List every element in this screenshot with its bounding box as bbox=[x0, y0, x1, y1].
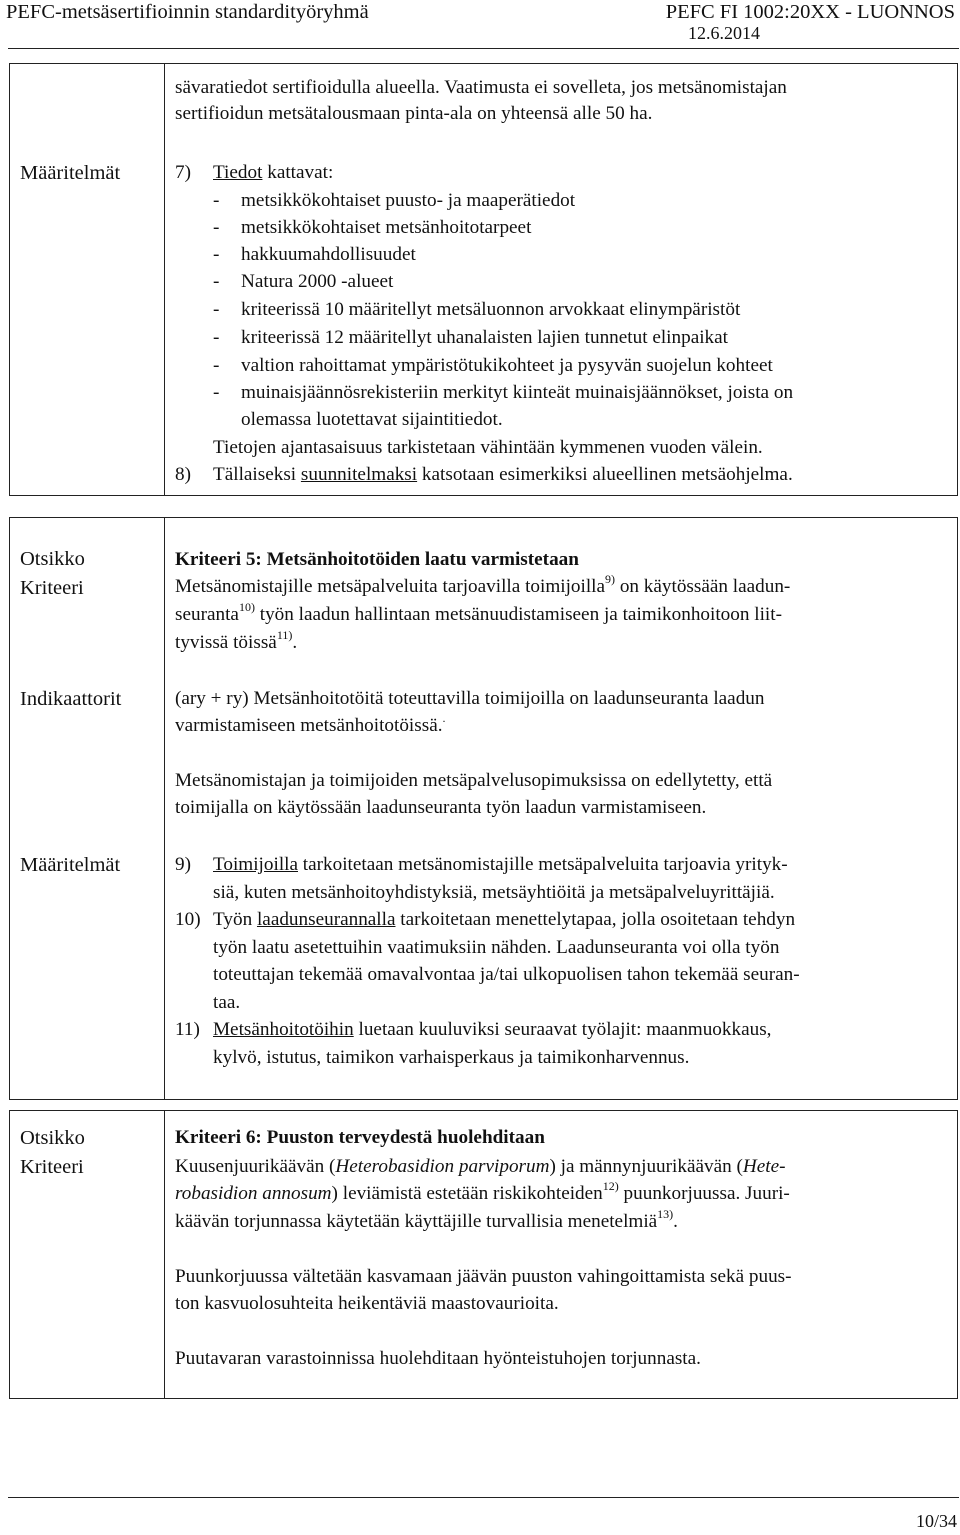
text-span: tarkoitetaan metsänomistajille metsäpalveluita tarjoavia yrityk- bbox=[298, 854, 788, 875]
header-organization: PEFC-metsäsertifioinnin standardityöryhmä bbox=[6, 1, 369, 23]
bullet-item: kriteerissä 10 määritellyt metsäluonnon arvokkaat elinympäristöt bbox=[241, 299, 741, 320]
continued-text-line-2: sertifioidun metsätalousmaan pinta-ala on yhteensä alle 50 ha. bbox=[175, 103, 653, 124]
bullet-item: kriteerissä 12 määritellyt uhanalaisten lajien tunnetut elinpaikat bbox=[241, 327, 728, 348]
indicator-2-line-2: toimijalla on käytössään laadunseuranta työn laadun varmistamiseen. bbox=[175, 797, 707, 818]
text-span: tyvissä töissä bbox=[175, 632, 277, 653]
update-note: Tietojen ajantasaisuus tarkistetaan vähintään kymmenen vuoden välein. bbox=[213, 437, 763, 458]
criterion-5-text-line-3 bbox=[175, 627, 298, 656]
definition-10-line-3: toteuttajan tekemää omavalvontaa ja/tai ulkopuolisen tahon tekemää seuran- bbox=[213, 964, 800, 985]
page-number: 10/34 bbox=[915, 1511, 957, 1531]
text-span: käävän torjunnassa käytetään käyttäjille turvallisia menetelmiä bbox=[175, 1211, 658, 1232]
footnote-ref-11: 11) bbox=[276, 627, 293, 642]
header-date: 12.6.2014 bbox=[688, 23, 760, 43]
text-span: . bbox=[673, 1211, 678, 1232]
definition-10-line-1 bbox=[213, 907, 795, 933]
footnote-ref-9: 9) bbox=[605, 571, 616, 586]
footnote-ref-12: 12) bbox=[602, 1178, 619, 1193]
definition-7-text: kattavat: bbox=[262, 162, 334, 183]
bullet-dash: - bbox=[213, 271, 220, 292]
criterion-6-paragraph-2-line-1: Puunkorjuussa vältetään kasvamaan jäävän puuston vahingoittamista sekä puus- bbox=[175, 1266, 792, 1287]
indicator-1-line-2 bbox=[175, 710, 446, 739]
row-label-indicators: Indikaattorit bbox=[20, 688, 122, 710]
definition-7-term: Tiedot bbox=[213, 162, 263, 183]
species-name: Hete- bbox=[742, 1156, 786, 1177]
row-label-criterion: Kriteeri bbox=[20, 577, 84, 599]
definition-7 bbox=[213, 160, 333, 186]
definition-9-term: Toimijoilla bbox=[213, 854, 298, 875]
definition-10-line-4: taa. bbox=[213, 992, 241, 1013]
definition-11-line-2: kylvö, istutus, taimikon varhaisperkaus ja taimikonharvennus. bbox=[213, 1047, 690, 1068]
text-span: ) leviämistä estetään riskikohteiden bbox=[331, 1183, 603, 1204]
definition-11-line-1 bbox=[213, 1017, 771, 1043]
definition-8-text: katsotaan esimerkiksi alueellinen metsäohjelma. bbox=[417, 464, 793, 485]
criterion-6-title: Kriteeri 6: Puuston terveydestä huolehditaan bbox=[175, 1127, 545, 1148]
definition-10-number: 10) bbox=[175, 909, 201, 930]
row-label-definitions: Määritelmät bbox=[20, 162, 121, 184]
bullet-item-continued: olemassa luotettavat sijaintitiedot. bbox=[241, 409, 503, 430]
text-span: seuranta bbox=[175, 604, 239, 625]
bullet-item: muinaisjäännösrekisteriin merkityt kiinteät muinaisjäännökset, joista on bbox=[241, 382, 794, 403]
bullet-dash: - bbox=[213, 355, 220, 376]
text-span: Metsänomistajille metsäpalveluita tarjoavilla toimijoilla bbox=[175, 576, 606, 597]
footer-divider bbox=[8, 1497, 959, 1498]
definition-10-term: laadunseurannalla bbox=[256, 909, 396, 930]
row-label-title: Otsikko bbox=[20, 548, 85, 570]
species-name: Heterobasidion parviporum bbox=[335, 1156, 550, 1177]
criterion-6-text-line-1 bbox=[175, 1154, 786, 1180]
continued-text-line-1: sävaratiedot sertifioidulla alueella. Vaatimusta ei sovelleta, jos metsänomistajan bbox=[175, 77, 787, 98]
footnote-ref-13: 13) bbox=[657, 1206, 674, 1221]
page-header bbox=[0, 0, 960, 48]
bullet-item: metsikkökohtaiset metsänhoitotarpeet bbox=[241, 217, 532, 238]
text-span: työn laadun hallintaan metsänuudistamiseen ja taimikonhoitoon liit- bbox=[254, 604, 782, 625]
bullet-dash: - bbox=[213, 299, 220, 320]
indicator-1-line-1: (ary + ry) Metsänhoitotöitä toteuttavilla toimijoilla on laadunseuranta laadun bbox=[175, 688, 765, 709]
text-span: tarkoitetaan menettelytapaa, jolla osoitetaan tehdyn bbox=[395, 909, 796, 930]
text-span: Kuusenjuurikäävän ( bbox=[175, 1156, 336, 1177]
column-divider bbox=[164, 518, 165, 1099]
bullet-dash: - bbox=[213, 244, 220, 265]
bullet-dash: - bbox=[213, 382, 220, 403]
definition-8 bbox=[213, 462, 793, 488]
row-label-definitions: Määritelmät bbox=[20, 854, 121, 876]
bullet-item: Natura 2000 -alueet bbox=[241, 271, 394, 292]
bullet-dash: - bbox=[213, 327, 220, 348]
criterion-5-title: Kriteeri 5: Metsänhoitotöiden laatu varmistetaan bbox=[175, 549, 579, 570]
bullet-dash: - bbox=[213, 190, 220, 211]
definition-8-number: 8) bbox=[175, 464, 191, 485]
criterion-6-text-line-2 bbox=[175, 1178, 790, 1207]
definition-9-line-2: siä, kuten metsänhoitoyhdistyksiä, metsäyhtiöitä ja metsäpalveluyrittäjiä. bbox=[213, 882, 775, 903]
bullet-item: valtion rahoittamat ympäristötukikohteet ja pysyvän suojelun kohteet bbox=[241, 355, 773, 376]
row-label-title: Otsikko bbox=[20, 1127, 85, 1149]
text-span: ) ja männynjuurikäävän ( bbox=[549, 1156, 743, 1177]
criterion-6-paragraph-2-line-2: ton kasvuolosuhteita heikentäviä maastovaurioita. bbox=[175, 1293, 559, 1314]
text-span: Työn bbox=[213, 909, 257, 930]
definition-8-term: suunnitelmaksi bbox=[300, 464, 418, 485]
row-label-criterion: Kriteeri bbox=[20, 1156, 84, 1178]
bullet-item: metsikkökohtaiset puusto- ja maaperätiedot bbox=[241, 190, 576, 211]
text-span: varmistamiseen metsänhoitotöissä. bbox=[175, 715, 443, 736]
text-span: on käytössään laadun- bbox=[615, 576, 791, 597]
definition-11-number: 11) bbox=[175, 1019, 200, 1040]
definition-11-term: Metsänhoitotöihin bbox=[213, 1019, 354, 1040]
header-document-id: PEFC FI 1002:20XX - LUONNOS bbox=[665, 1, 955, 23]
criterion-6-paragraph-3: Puutavaran varastoinnissa huolehditaan hyönteistuhojen torjunnasta. bbox=[175, 1348, 701, 1369]
criterion-5-text-line-2 bbox=[175, 599, 782, 628]
definition-10-line-2: työn laatu asetettuihin vaatimuksiin nähden. Laadunseuranta voi olla työn bbox=[213, 937, 780, 958]
definition-9-line-1 bbox=[213, 852, 788, 878]
criterion-6-text-line-3 bbox=[175, 1206, 678, 1235]
header-divider bbox=[8, 48, 959, 49]
bullet-item: hakkuumahdollisuudet bbox=[241, 244, 416, 265]
indicator-2-line-1: Metsänomistajan ja toimijoiden metsäpalvelusopimuksissa on edellytetty, että bbox=[175, 770, 773, 791]
text-span: puunkorjuussa. Juuri- bbox=[618, 1183, 790, 1204]
footnote-ref-10: 10) bbox=[238, 599, 255, 614]
text-span: . bbox=[442, 710, 446, 725]
column-divider bbox=[164, 1111, 165, 1398]
definition-9-number: 9) bbox=[175, 854, 191, 875]
text-span: . bbox=[292, 632, 298, 653]
definition-8-prefix: Tällaiseksi bbox=[213, 464, 301, 485]
species-name: robasidion annosum bbox=[175, 1183, 332, 1204]
text-span: luetaan kuuluviksi seuraavat työlajit: maanmuokkaus, bbox=[353, 1019, 772, 1040]
bullet-dash: - bbox=[213, 217, 220, 238]
definition-7-number: 7) bbox=[175, 162, 191, 183]
criterion-5-text-line-1 bbox=[175, 571, 791, 600]
column-divider bbox=[164, 64, 165, 495]
